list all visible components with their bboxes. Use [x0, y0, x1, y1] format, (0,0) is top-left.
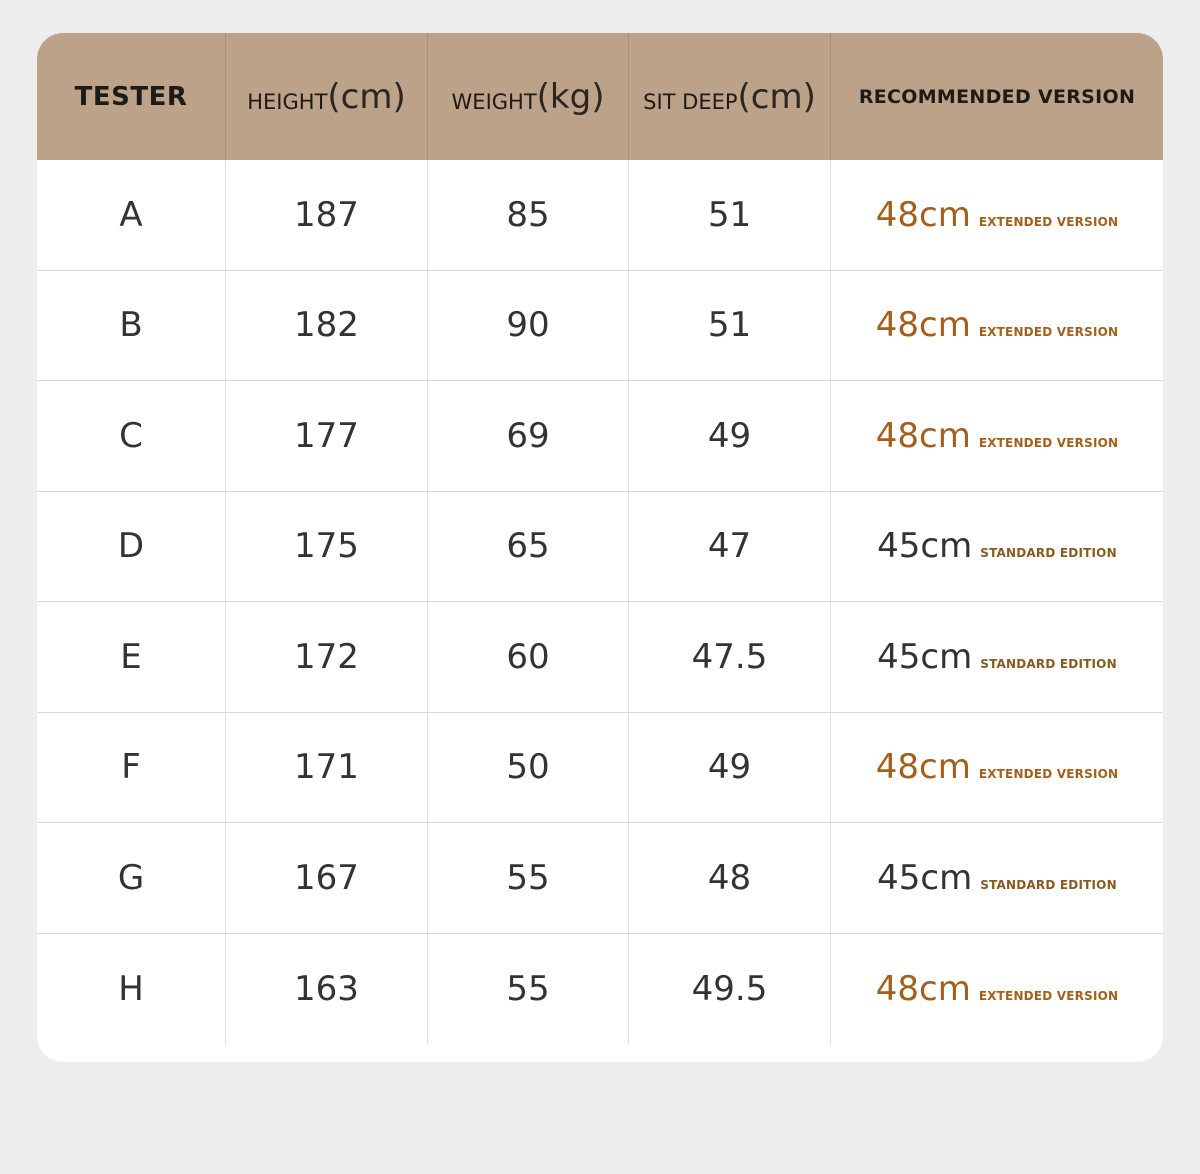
sit-deep-cell	[629, 492, 831, 602]
recommended-cell	[831, 823, 1163, 933]
weight-value: 85	[506, 194, 550, 235]
recommended-version-label: EXTENDED VERSION	[978, 988, 1119, 1003]
table-row	[37, 271, 1163, 382]
recommended-version	[876, 416, 1119, 456]
height-cell	[226, 160, 428, 270]
recommended-cell	[831, 160, 1163, 270]
tester-value: C	[119, 415, 143, 456]
header-tester	[37, 33, 226, 160]
height-cell	[226, 823, 428, 933]
recommended-cell	[831, 271, 1163, 381]
weight-value: 65	[506, 526, 550, 567]
recommended-cell	[831, 381, 1163, 491]
tester-cell	[37, 823, 226, 933]
header-height-label: HEIGHT	[247, 89, 328, 114]
recommended-size: 45cm	[877, 636, 973, 677]
recommended-size: 45cm	[877, 526, 973, 567]
tester-value: B	[119, 305, 143, 346]
recommended-version-label: STANDARD EDITION	[980, 877, 1117, 892]
recommended-size: 48cm	[875, 305, 971, 346]
header-height	[226, 33, 428, 160]
recommended-version-label: EXTENDED VERSION	[978, 767, 1119, 782]
height-value: 177	[294, 415, 359, 456]
table-row	[37, 381, 1163, 492]
height-cell	[226, 713, 428, 823]
recommended-version-label: EXTENDED VERSION	[978, 435, 1119, 450]
recommended-size: 45cm	[877, 857, 973, 898]
tester-value: G	[117, 857, 145, 898]
weight-cell	[428, 492, 629, 602]
sit-deep-value: 47.5	[691, 636, 768, 677]
recommended-size: 48cm	[875, 194, 971, 235]
height-value: 182	[294, 305, 359, 346]
weight-value: 90	[506, 305, 550, 346]
recommended-version	[876, 747, 1119, 787]
table-row	[37, 492, 1163, 603]
recommended-version	[876, 969, 1119, 1009]
table-row	[37, 934, 1163, 1045]
weight-value: 60	[506, 636, 550, 677]
sit-deep-value: 51	[707, 305, 752, 346]
header-recommended	[831, 33, 1163, 160]
tester-value: H	[118, 968, 144, 1009]
header-weight-label: WEIGHT	[451, 89, 537, 114]
table-row	[37, 160, 1163, 271]
weight-value: 55	[506, 968, 550, 1009]
recommended-cell	[831, 492, 1163, 602]
weight-cell	[428, 713, 629, 823]
tester-cell	[37, 713, 226, 823]
sit-deep-cell	[629, 160, 831, 270]
weight-value: 69	[506, 415, 550, 456]
recommended-version-label: EXTENDED VERSION	[978, 325, 1119, 340]
height-value: 175	[294, 526, 359, 567]
sit-deep-cell	[629, 934, 831, 1045]
recommended-version	[877, 526, 1117, 566]
sit-deep-cell	[629, 381, 831, 491]
header-sit-deep	[629, 33, 831, 160]
height-value: 187	[294, 194, 359, 235]
recommended-cell	[831, 934, 1163, 1045]
table-row	[37, 602, 1163, 713]
tester-cell	[37, 602, 226, 712]
weight-value: 55	[506, 857, 550, 898]
tester-cell	[37, 160, 226, 270]
table-header	[37, 33, 1163, 160]
recommended-size: 48cm	[875, 415, 971, 456]
recommended-size: 48cm	[875, 747, 971, 788]
sit-deep-value: 48	[707, 857, 752, 898]
recommended-version	[877, 858, 1117, 898]
weight-cell	[428, 602, 629, 712]
sit-deep-cell	[629, 271, 831, 381]
recommended-version-label: STANDARD EDITION	[980, 656, 1117, 671]
weight-cell	[428, 160, 629, 270]
height-cell	[226, 381, 428, 491]
tester-value: E	[120, 636, 142, 677]
recommended-version	[876, 195, 1119, 235]
tester-cell	[37, 492, 226, 602]
recommended-version-label: STANDARD EDITION	[980, 546, 1117, 561]
recommended-cell	[831, 602, 1163, 712]
sit-deep-cell	[629, 602, 831, 712]
tester-cell	[37, 381, 226, 491]
recommended-cell	[831, 713, 1163, 823]
table-body	[37, 160, 1163, 1044]
height-cell	[226, 492, 428, 602]
sit-deep-value: 51	[707, 194, 752, 235]
height-value: 172	[294, 636, 359, 677]
recommended-version-label: EXTENDED VERSION	[978, 214, 1119, 229]
sit-deep-value: 49.5	[691, 968, 768, 1009]
weight-cell	[428, 823, 629, 933]
height-cell	[226, 602, 428, 712]
table-row	[37, 823, 1163, 934]
tester-value: A	[119, 194, 143, 235]
recommended-version	[877, 637, 1117, 677]
height-value: 163	[294, 968, 359, 1009]
sit-deep-value: 49	[707, 747, 752, 788]
tester-cell	[37, 271, 226, 381]
weight-cell	[428, 934, 629, 1045]
tester-value: D	[117, 526, 145, 567]
height-cell	[226, 934, 428, 1045]
header-height-unit: (cm)	[327, 76, 406, 117]
header-weight-unit: (kg)	[536, 76, 605, 117]
height-value: 171	[294, 747, 359, 788]
tester-value: F	[121, 747, 141, 788]
sit-deep-cell	[629, 823, 831, 933]
sit-deep-value: 47	[707, 526, 752, 567]
size-recommendation-table	[37, 33, 1163, 1062]
header-recommended-label: RECOMMENDED VERSION	[858, 85, 1136, 108]
sit-deep-cell	[629, 713, 831, 823]
header-sit-deep-unit: (cm)	[737, 76, 816, 117]
recommended-version	[876, 305, 1119, 345]
weight-cell	[428, 381, 629, 491]
tester-cell	[37, 934, 226, 1045]
height-cell	[226, 271, 428, 381]
header-sit-deep-label: SIT DEEP	[643, 89, 738, 114]
height-value: 167	[294, 857, 359, 898]
weight-cell	[428, 271, 629, 381]
sit-deep-value: 49	[707, 415, 752, 456]
header-tester-label: TESTER	[74, 81, 188, 112]
weight-value: 50	[506, 747, 550, 788]
table-row	[37, 713, 1163, 824]
header-weight	[428, 33, 629, 160]
recommended-size: 48cm	[875, 968, 971, 1009]
